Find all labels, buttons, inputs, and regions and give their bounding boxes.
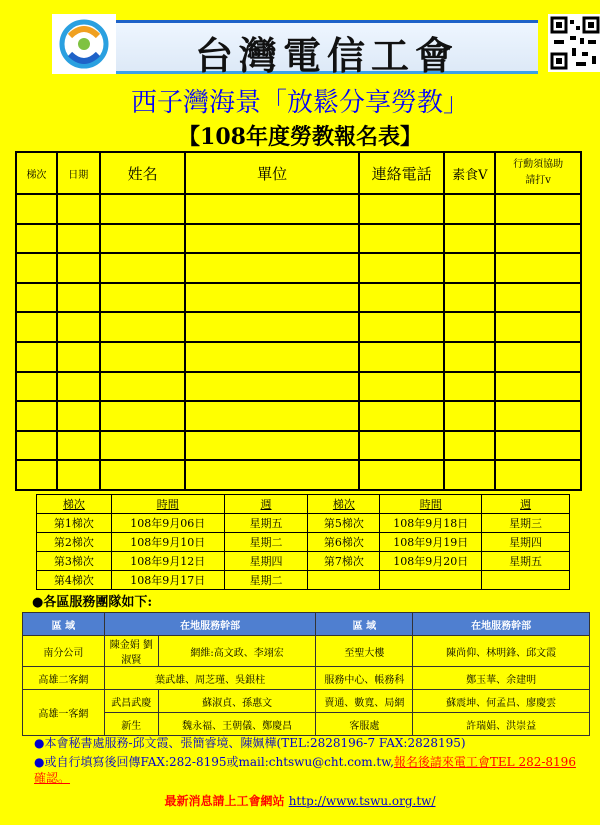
teams-cell: 至聖大樓 (316, 636, 413, 667)
form-header-row (16, 152, 581, 194)
teams-header-staff: 在地服務幹部 (104, 613, 316, 636)
teams-cell: 網維:高文政、李翊宏 (158, 636, 316, 667)
schedule-cell: 108年9月20日 (380, 552, 482, 571)
schedule-header: 週 (482, 495, 570, 514)
confirm-call-text: 報名後請來電工會TEL 282-8196確認。 (34, 755, 576, 785)
teams-cell: 蘇淑貞、孫惠文 (158, 690, 316, 713)
schedule-row (37, 552, 570, 571)
schedule-cell: 第7梯次 (308, 552, 380, 571)
schedule-cell: 108年9月18日 (380, 514, 482, 533)
form-row[interactable] (16, 253, 581, 283)
schedule-cell: 星期二 (224, 571, 308, 590)
header-name: 姓名 (100, 152, 186, 194)
schedule-cell: 第6梯次 (308, 533, 380, 552)
header-session: 梯次 (16, 152, 57, 194)
schedule-header: 時間 (111, 495, 224, 514)
teams-cell: 武昌武慶 (104, 690, 158, 713)
schedule-cell: 第2梯次 (37, 533, 112, 552)
form-subtitle: 【108年度勞教報名表】 (178, 124, 422, 150)
teams-cell: 客服處 (316, 713, 413, 736)
page-title: 西子灣海景「放鬆分享勞教」 (130, 88, 469, 118)
teams-header-row (23, 613, 590, 636)
form-row[interactable] (16, 224, 581, 254)
form-row[interactable] (16, 460, 581, 490)
mobility-note-line2: 請打v (525, 175, 551, 186)
teams-header-region: 區 域 (23, 613, 105, 636)
banner-title-bar (116, 20, 538, 78)
teams-cell: 陳尚仰、林明鋒、邱文霞 (413, 636, 590, 667)
fax-mail-note (34, 754, 584, 786)
header-phone: 連絡電話 (359, 152, 445, 194)
service-team-table (22, 612, 590, 736)
schedule-cell: 108年9月17日 (111, 571, 224, 590)
website-link[interactable]: http://www.tswu.org.tw/ (288, 794, 436, 808)
fax-mail-text: ●或自行填寫後回傳FAX:282-8195或mail:chtswu@cht.com.tw, (34, 755, 394, 769)
schedule-cell: 108年9月06日 (111, 514, 224, 533)
form-row[interactable] (16, 401, 581, 431)
schedule-header-row (37, 495, 570, 514)
secretariat-note: ●本會秘書處服務-邱文霞、張簡睿境、陳姵樺(TEL:2828196-7 FAX:2828195) (34, 736, 466, 750)
schedule-header: 梯次 (37, 495, 112, 514)
schedule-cell: 108年9月10日 (111, 533, 224, 552)
website-label: 最新消息請上工會網站 (164, 794, 285, 808)
teams-cell: 陳金娟 劉淑賢 (104, 636, 158, 667)
banner-title: 台灣電信工會 (194, 34, 459, 78)
schedule-cell: 108年9月12日 (111, 552, 224, 571)
schedule-row (37, 514, 570, 533)
header-unit: 單位 (185, 152, 358, 194)
teams-cell: 高雄一客網 (23, 690, 105, 736)
teams-cell: 賣通、數寬、局網 (316, 690, 413, 713)
teams-cell: 鄭玉華、余建明 (413, 667, 590, 690)
mobility-note-line1: 行動須協助 (513, 159, 564, 170)
registration-form-table (15, 151, 582, 491)
qr-code-icon (548, 14, 600, 72)
schedule-row (37, 533, 570, 552)
form-row[interactable] (16, 194, 581, 224)
schedule-cell: 星期五 (224, 514, 308, 533)
teams-cell: 南分公司 (23, 636, 105, 667)
teams-header-staff: 在地服務幹部 (413, 613, 590, 636)
teams-row (23, 667, 590, 690)
website-line (0, 792, 600, 809)
schedule-cell: 108年9月19日 (380, 533, 482, 552)
schedule-header: 時間 (380, 495, 482, 514)
schedule-cell: 第3梯次 (37, 552, 112, 571)
teams-cell: 新生 (104, 713, 158, 736)
teams-cell: 葉武雄、周芝瑾、吳銀柱 (104, 667, 316, 690)
schedule-cell: 第5梯次 (308, 514, 380, 533)
schedule-header: 週 (224, 495, 308, 514)
schedule-cell (482, 571, 570, 590)
schedule-cell (380, 571, 482, 590)
teams-cell: 服務中心、帳務科 (316, 667, 413, 690)
schedule-header: 梯次 (308, 495, 380, 514)
teams-row (23, 690, 590, 713)
form-row[interactable] (16, 342, 581, 372)
union-logo-icon (52, 14, 116, 74)
header-vegetarian: 素食V (444, 152, 495, 194)
header-mobility-assist (495, 152, 581, 194)
schedule-cell: 第4梯次 (37, 571, 112, 590)
form-row[interactable] (16, 372, 581, 402)
form-row[interactable] (16, 431, 581, 461)
schedule-cell: 星期五 (482, 552, 570, 571)
teams-row (23, 713, 590, 736)
form-row[interactable] (16, 312, 581, 342)
schedule-cell (308, 571, 380, 590)
teams-cell: 高雄二客網 (23, 667, 105, 690)
teams-cell: 蘇震坤、何孟昌、廖慶雲 (413, 690, 590, 713)
teams-row (23, 636, 590, 667)
schedule-cell: 第1梯次 (37, 514, 112, 533)
teams-cell: 許瑞娟、洪崇益 (413, 713, 590, 736)
schedule-cell: 星期三 (482, 514, 570, 533)
schedule-table (36, 494, 570, 590)
schedule-cell: 星期四 (224, 552, 308, 571)
form-row[interactable] (16, 283, 581, 313)
schedule-cell: 星期四 (482, 533, 570, 552)
teams-cell: 魏永福、王朝儀、鄭慶昌 (158, 713, 316, 736)
teams-heading: ●各區服務團隊如下: (32, 595, 153, 610)
schedule-cell: 星期二 (224, 533, 308, 552)
header-date: 日期 (57, 152, 100, 194)
header-banner (52, 14, 550, 78)
teams-header-region: 區 域 (316, 613, 413, 636)
schedule-row (37, 571, 570, 590)
